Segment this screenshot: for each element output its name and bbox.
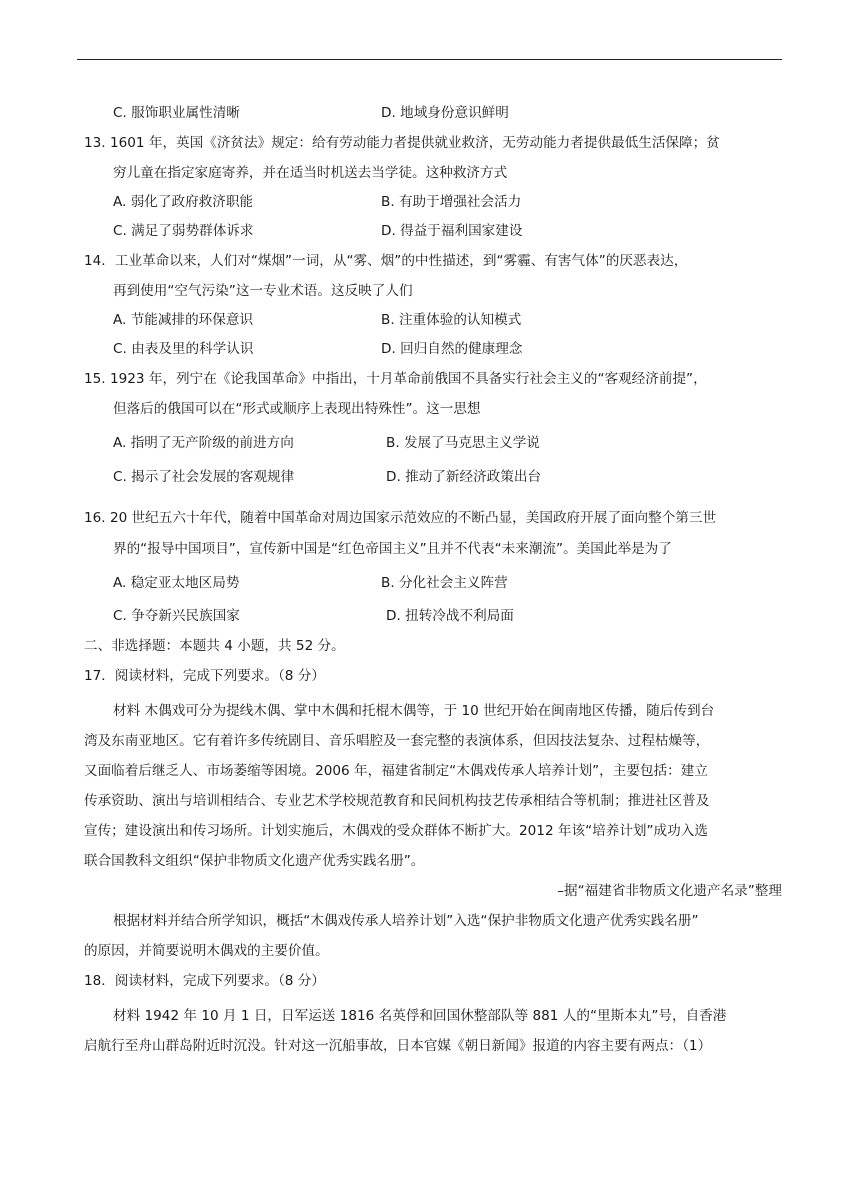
q17-source: –据“福建省非物质文化遗产名录”整理 [557, 883, 782, 899]
q13-stem-line1: 13. 1601 年，英国《济贫法》规定：给有劳动能力者提供就业救济，无劳动能力者提供最低生活保障；贫 [84, 135, 720, 151]
q16-option-b: B. 分化社会主义阵营 [381, 575, 508, 591]
q15-stem-line1: 15. 1923 年，列宁在《论我国革命》中指出，十月革命前俄国不具备实行社会主义的“客观经济前提”， [84, 371, 707, 387]
q16-option-c: C. 争夺新兴民族国家 [113, 608, 240, 624]
q17-material-line3: 又面临着后继乏人、市场萎缩等困境。2006 年，福建省制定“木偶戏传承人培养计划”，主要包括：建立 [84, 763, 708, 779]
q14-option-a: A. 节能减排的环保意识 [113, 312, 254, 328]
q15-option-b: B. 发展了马克思主义学说 [386, 435, 540, 451]
q16-stem-line2: 界的“报导中国项目”，宣传新中国是“红色帝国主义”且并不代表“未来潮流”。美国此举是为了 [113, 541, 672, 557]
q12-option-c: C. 服饰职业属性清晰 [113, 105, 240, 121]
q17-title: 17．阅读材料，完成下列要求。（8 分） [84, 668, 325, 684]
q14-stem-line2: 再到使用“空气污染”这一专业术语。这反映了人们 [113, 283, 413, 299]
q14-option-c: C. 由表及里的科学认识 [113, 341, 254, 357]
q17-material-line5: 宣传；建设演出和传习场所。计划实施后，木偶戏的受众群体不断扩大。2012 年该“培养计划”成功入选 [84, 823, 708, 839]
q17-material-line6: 联合国教科文组织“保护非物质文化遗产优秀实践名册”。 [84, 853, 425, 869]
q17-ask-line1: 根据材料并结合所学知识，概括“木偶戏传承人培养计划”入选“保护非物质文化遗产优秀实践名册” [113, 913, 699, 929]
q15-stem-line2: 但落后的俄国可以在“形式或顺序上表现出特殊性”。这一思想 [113, 401, 481, 417]
q14-option-d: D. 回归自然的健康理念 [381, 341, 523, 357]
q13-option-d: D. 得益于福利国家建设 [381, 223, 523, 239]
q18-material-line2: 启航行至舟山群岛附近时沉没。针对这一沉船事故，日本官媒《朝日新闻》报道的内容主要有两点：（1） [84, 1038, 712, 1054]
q13-option-c: C. 满足了弱势群体诉求 [113, 223, 254, 239]
q16-option-d: D. 扭转冷战不利局面 [386, 608, 514, 624]
q18-material-line1: 材料 1942 年 10 月 1 日，日军运送 1816 名英俘和回国休整部队等 881 人的“里斯本丸”号，自香港 [113, 1008, 727, 1024]
q14-stem-line1: 14．工业革命以来，人们对“煤烟”一词，从“雾、烟”的中性描述，到“雾霾、有害气体”的厌恶表达， [84, 253, 688, 269]
section-heading: 二、非选择题：本题共 4 小题，共 52 分。 [84, 638, 345, 654]
q17-material-line1: 材料 木偶戏可分为提线木偶、掌中木偶和托棍木偶等，于 10 世纪开始在闽南地区传播，随后传到台 [113, 703, 715, 719]
q14-option-b: B. 注重体验的认知模式 [381, 312, 522, 328]
q15-option-c: C. 揭示了社会发展的客观规律 [113, 469, 295, 485]
header-rule [77, 59, 782, 60]
q15-option-a: A. 指明了无产阶级的前进方向 [113, 435, 294, 451]
q15-option-d: D. 推动了新经济政策出台 [386, 469, 542, 485]
q13-option-a: A. 弱化了政府救济职能 [113, 194, 254, 210]
q13-option-b: B. 有助于增强社会活力 [381, 194, 522, 210]
q17-ask-line2: 的原因，并简要说明木偶戏的主要价值。 [84, 943, 329, 959]
q12-option-d: D. 地域身份意识鲜明 [381, 105, 509, 121]
q17-material-line4: 传承资助、演出与培训相结合、专业艺术学校规范教育和民间机构技艺传承相结合等机制；推进社区普及 [84, 793, 710, 809]
q17-material-line2: 湾及东南亚地区。它有着许多传统剧目、音乐唱腔及一套完整的表演体系，但因技法复杂、过程枯燥等， [84, 733, 710, 749]
q13-stem-line2: 穷儿童在指定家庭寄养，并在适当时机送去当学徒。这种救济方式 [113, 165, 508, 181]
q16-stem-line1: 16. 20 世纪五六十年代，随着中国革命对周边国家示范效应的不断凸显，美国政府开展了面向整个第三世 [84, 510, 717, 526]
q18-title: 18．阅读材料，完成下列要求。（8 分） [84, 973, 325, 989]
q16-option-a: A. 稳定亚太地区局势 [113, 575, 240, 591]
